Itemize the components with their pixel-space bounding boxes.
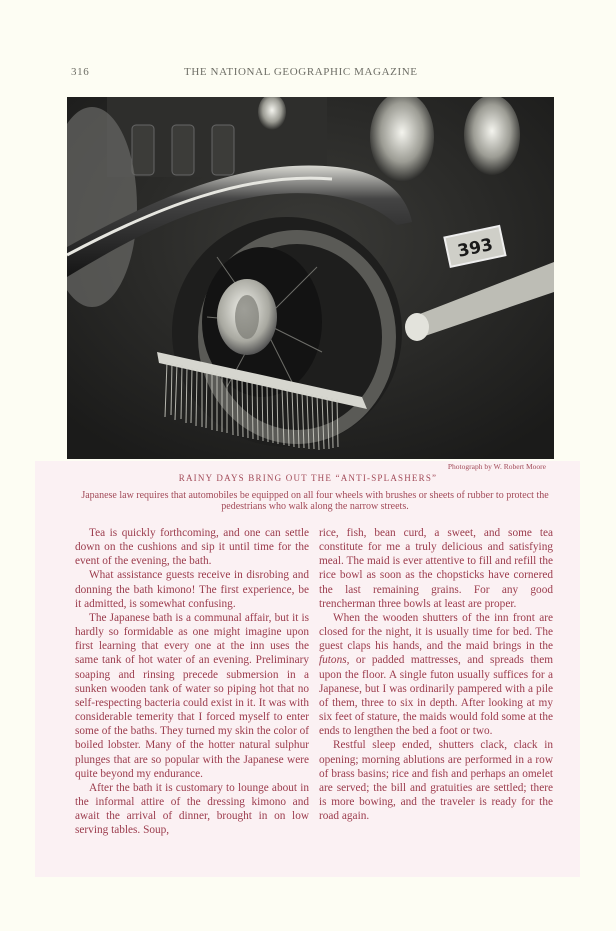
bumper-end: [405, 313, 429, 341]
paragraph: Restful sleep ended, shutters clack, clack in opening; morning ablutions are performed in a row of brass basins; rice and fish and perhaps an omelet are served; the bill and gratuities are settled; there is more bowing, and the traveler is ready for the road again.: [319, 739, 553, 823]
hood-vent: [132, 125, 154, 175]
paragraph: Tea is quickly forthcoming, and one can settle down on the cushions and sip it until time for the event of the evening, the bath.: [75, 527, 309, 568]
paragraph: rice, fish, bean curd, a sweet, and some tea constitute for me a truly delicious and satisfying meal. The maid is ever attentive to fill and refill the rice bowl as soon as the chopsticks have cornered the last remaining grains. For any good trencherman three bowls at least are proper.: [319, 527, 553, 610]
license-plate-number: 393: [455, 234, 495, 262]
article-left-column: [75, 526, 309, 837]
paragraph: After the bath it is customary to lounge about in the informal attire of the dressing kimono and await the arrival of dinner, brought in on low serving tables. Soup,: [75, 781, 309, 837]
caption-title: RAINY DAYS BRING OUT THE “ANTI-SPLASHERS”: [178, 473, 438, 483]
paragraph-text: or padded mattresses, and spreads them upon the floor. A single futon usually suffices for a Japanese, but I was ordinarily pampered with a pile of them, three to six in depth. After looking at my six feet of stature, the maids would fold some at the ends to lengthen the bed a foot or two.: [319, 654, 553, 738]
paragraph: [319, 611, 553, 738]
hood-vent: [172, 125, 194, 175]
italic-term: futons,: [319, 654, 350, 667]
article-right-column: [319, 526, 553, 823]
paragraph-text: When the wooden shutters of the inn front are closed for the night, it is usually time for bed. The guest claps his hands, and the maid brings in the: [319, 611, 553, 653]
hubcap-emblem: [235, 295, 259, 339]
paragraph: What assistance guests receive in disrobing and donning the bath kimono! The first experience, be it admitted, is somewhat confusing.: [75, 569, 309, 610]
hood-vent: [212, 125, 234, 175]
photo-credit: Photograph by W. Robert Moore: [447, 462, 546, 471]
page-header: [0, 66, 616, 82]
car-wheel-photograph: [67, 97, 554, 459]
headlamp-right: [464, 97, 520, 175]
magazine-title: THE NATIONAL GEOGRAPHIC MAGAZINE: [184, 66, 418, 78]
caption-body: Japanese law requires that automobiles be equipped on all four wheels with brushes or sheets of rubber to protect the pedestrians who walk along the narrow streets.: [81, 490, 549, 512]
page-number: 316: [71, 66, 90, 78]
photo-illustration: [67, 97, 554, 459]
paragraph: The Japanese bath is a communal affair, but it is hardly so formidable as one might imagine upon first learning that every one at the inn uses the same tank of hot water of an evening. Preliminary soaping and rinsing precede submersion in a sunken wooden tank of water so piping hot that no self-respecting bacteria could exist in it. It was with considerable temerity that I forced myself to enter some of the baths. They turned my skin the color of boiled lobster. Many of the hotter natural sulphur plunges that are so popular with the Japanese were quite beyond my endurance.: [75, 611, 309, 780]
